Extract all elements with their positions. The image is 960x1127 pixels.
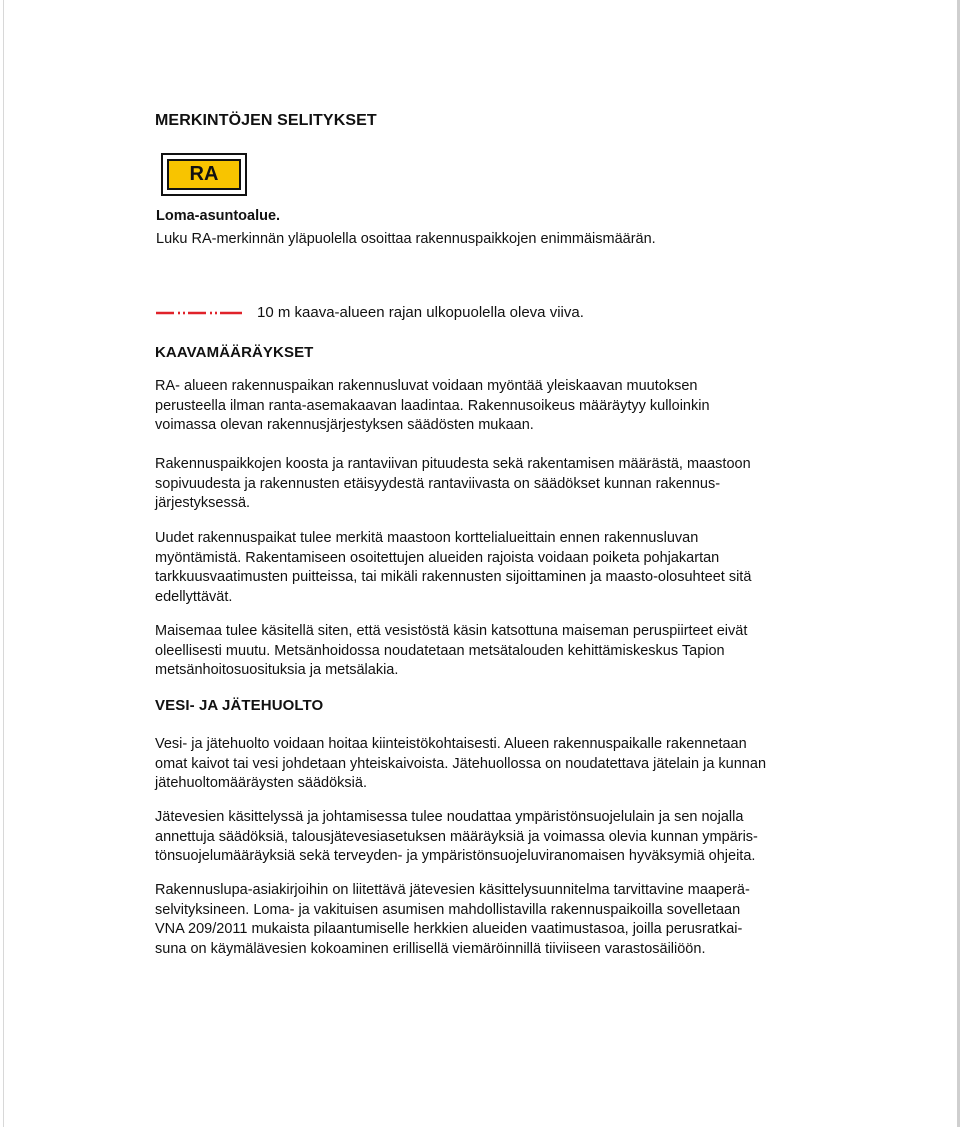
red-dash-dot-line-icon [156, 308, 242, 318]
water-paragraph-1 [155, 735, 845, 794]
text-line: Jätevesien käsittelyssä ja johtamisessa tulee noudattaa ympäristönsuojelulain ja sen nojalla [155, 809, 744, 825]
text-line: Maisemaa tulee käsitellä siten, että vesistöstä käsin katsottuna maiseman peruspiirteet eivät [155, 623, 748, 639]
text-line: suna on käymälävesien kokoaminen erillisellä viemäröinnillä tiiviiseen varastosäiliöön. [155, 940, 706, 957]
ra-legend-symbol [161, 153, 247, 196]
text-line: myöntämistä. Rakentamiseen osoitettujen alueiden rajoista voidaan poiketa pohjakartan [155, 549, 720, 566]
text-line: omat kaivot tai vesi johdetaan yhteiskaivoista. Jätehuollossa on noudatettava jätelain ja kunnan [155, 755, 767, 772]
water-paragraph-3 [155, 881, 845, 959]
regulation-paragraph-4 [155, 622, 845, 681]
page-left-edge [3, 0, 4, 1127]
text-line: tönsuojelumääräyksiä sekä terveyden- ja ympäristönsuojeluviranomaisen hyväksymiä ohjeita. [155, 848, 756, 864]
text-line: oleellisesti muutu. Metsänhoidossa noudatetaan metsätalouden kehittämiskeskus Tapion [155, 642, 725, 659]
regulation-paragraph-2 [155, 455, 845, 514]
text-line: Rakennuspaikkojen koosta ja rantaviivan pituudesta sekä rakentamisen määrästä, maastoon [155, 456, 751, 472]
loma-area-description: Luku RA-merkinnän yläpuolella osoittaa rakennuspaikkojen enimmäismäärän. [156, 231, 656, 247]
water-paragraph-2 [155, 808, 845, 867]
text-line: annettuja säädöksiä, talousjätevesiasetuksen määräyksiä ja voimassa olevia kunnan ympäris- [155, 828, 758, 845]
text-line: perusteella ilman ranta-asemakaavan laadintaa. Rakennusoikeus määräytyy kulloinkin [155, 397, 710, 414]
regulation-paragraph-1 [155, 377, 845, 436]
text-line: RA- alueen rakennuspaikan rakennusluvat voidaan myöntää yleiskaavan muutoksen [155, 378, 698, 394]
text-line: sopivuudesta ja rakennusten etäisyydestä rantaviivasta on säädökset kunnan rakennus- [155, 475, 721, 492]
text-line: tarkkuusvaatimusten puitteissa, tai mikäli rakennusten sijoittaminen ja maasto-olosuhteet sitä [155, 569, 752, 585]
regulation-paragraph-3 [155, 529, 845, 607]
text-line: Rakennuslupa-asiakirjoihin on liitettävä jätevesien käsittelysuunnitelma tarvittavine maaperä- [155, 882, 750, 898]
text-line: metsänhoitosuosituksia ja metsälakia. [155, 662, 399, 678]
line-description: 10 m kaava-alueen rajan ulkopuolella oleva viiva. [257, 304, 584, 321]
text-line: voimassa olevan rakennusjärjestyksen säädösten mukaan. [155, 417, 534, 433]
text-line: edellyttävät. [155, 588, 233, 605]
regulations-heading: KAAVAMÄÄRÄYKSET [155, 344, 314, 361]
ra-symbol-label: RA [167, 159, 241, 190]
text-line: Uudet rakennuspaikat tulee merkitä maastoon korttelialueittain ennen rakennusluvan [155, 530, 699, 546]
text-line: jätehuoltomääräysten säädöksiä. [155, 775, 367, 791]
text-line: selvityksineen. Loma- ja vakituisen asumisen mahdollistavilla rakennuspaikoilla sovelletaan [155, 901, 741, 918]
text-line: Vesi- ja jätehuolto voidaan hoitaa kiinteistökohtaisesti. Alueen rakennuspaikalle rakennetaan [155, 736, 747, 752]
text-line: järjestyksessä. [155, 495, 251, 511]
text-line: VNA 209/2011 mukaista pilaantumiselle herkkien alueiden vaatimustasoa, joilla perusratkai- [155, 921, 743, 937]
loma-area-title: Loma-asuntoalue. [156, 208, 281, 224]
water-heading: VESI- JA JÄTEHUOLTO [155, 697, 324, 714]
legend-heading: MERKINTÖJEN SELITYKSET [155, 112, 377, 129]
